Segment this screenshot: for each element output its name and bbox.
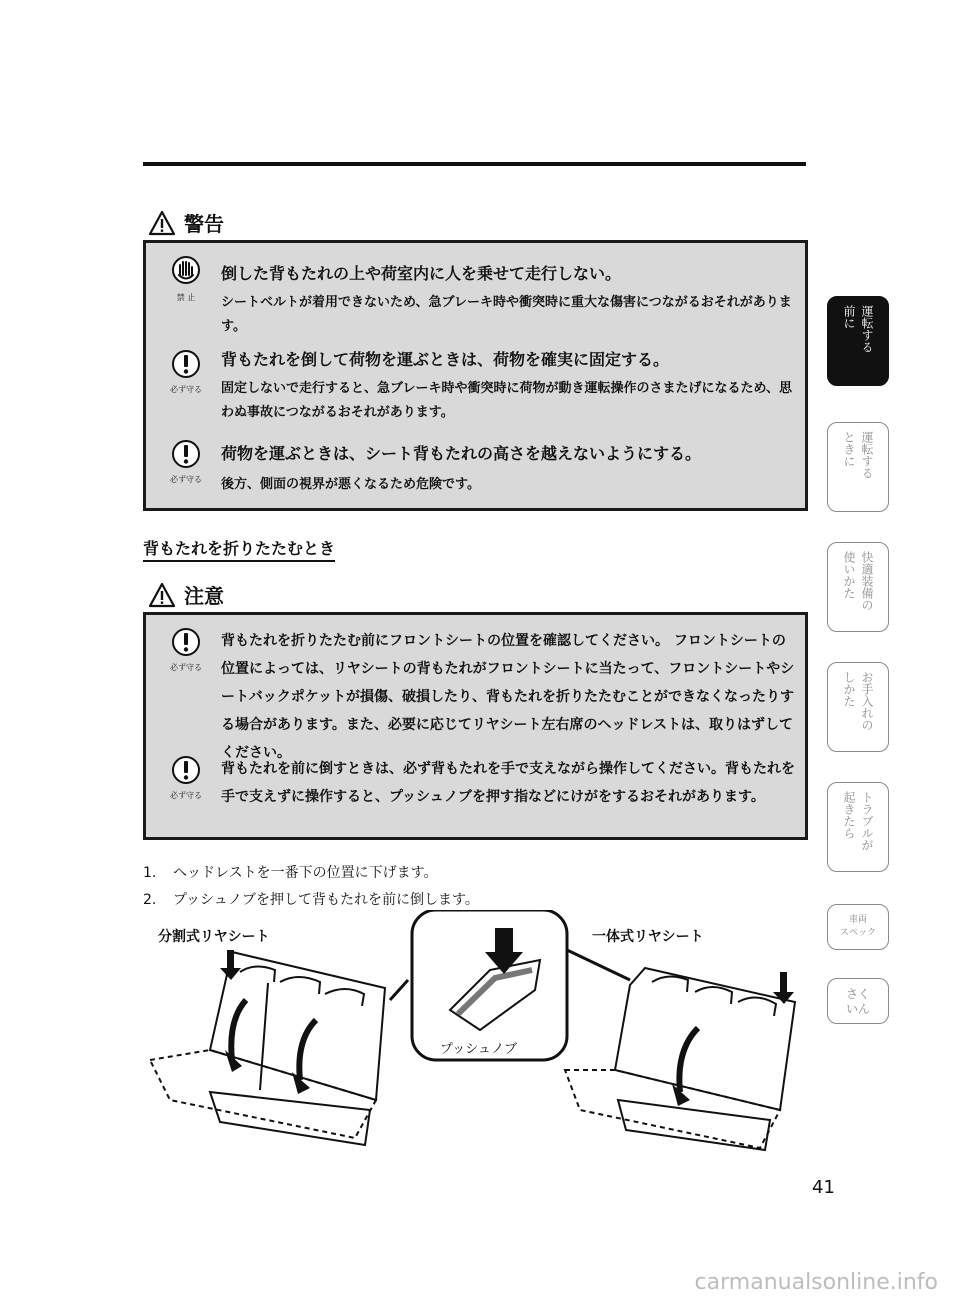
caution-item-body: 背もたれを前に倒すときは、必ず背もたれを手で支えながら操作してください。背もたれを手で支えずに操作すると、プッシュノブを押す指などにけがをするおそれがあります。: [221, 761, 795, 805]
caution-triangle-icon: [148, 582, 176, 608]
tab-comfort-equipment[interactable]: [827, 542, 889, 632]
tab-label: トラブルが: [860, 791, 874, 851]
step-number: 1.: [143, 865, 157, 881]
exclamation-icon: [171, 349, 201, 379]
exclamation-icon: [171, 439, 201, 469]
caution-item-body: 背もたれを折りたたむ前にフロントシートの位置を確認してください。 フロントシートの位置によっては、リヤシートの背もたれがフロントシートに当たって、フロントシートやシートバックポケットが損傷、破損したり、背もたれを折りたたむことができなくなったりする場合があります。また、必要に応じてリヤシート左右席のヘッドレストは、取りはずしてください。: [221, 633, 795, 761]
warning-box: [143, 240, 808, 511]
tab-label: お手入れの: [860, 671, 874, 731]
tab-label: スペック: [839, 928, 876, 938]
headrest: [325, 989, 364, 1006]
headrest: [695, 987, 732, 1004]
step-number: 2.: [143, 892, 157, 908]
tab-label: いん: [845, 1002, 870, 1016]
seat-cushion: [618, 1100, 770, 1150]
tab-before-driving[interactable]: [827, 296, 889, 386]
symbol-caption: 必ず守る: [170, 791, 202, 800]
headrest: [280, 977, 320, 994]
headrest: [652, 976, 688, 992]
seat-split-line: [260, 983, 268, 1090]
step-text: ヘッドレストを一番下の位置に下げます。: [173, 865, 438, 881]
must-follow-symbol: [160, 627, 212, 673]
exclamation-icon: [171, 627, 201, 657]
caution-heading-text: 注意: [184, 584, 224, 608]
tab-label: 運転する: [860, 305, 874, 353]
tab-troubleshooting[interactable]: [827, 782, 889, 872]
tab-label: ときに: [842, 431, 856, 467]
steps-list: [143, 860, 479, 914]
tab-label: 使いかた: [842, 551, 856, 599]
must-follow-symbol: [160, 755, 212, 801]
must-follow-symbol: [160, 439, 212, 485]
section-subheading: 背もたれを折りたたむとき: [143, 536, 335, 562]
down-arrow-icon: [220, 968, 241, 980]
tab-label: 快適装備の: [860, 551, 874, 611]
tab-label: 車両: [848, 915, 867, 925]
fold-arrow-icon: [679, 1028, 698, 1092]
tab-index[interactable]: [827, 978, 889, 1024]
warning-item-title: 倒した背もたれの上や荷室内に人を乗せて走行しない。: [221, 264, 622, 283]
caution-heading: [148, 580, 224, 609]
tab-while-driving[interactable]: [827, 422, 889, 512]
rear-seat-illustration: [140, 910, 820, 1160]
symbol-caption: 必ず守る: [170, 385, 202, 394]
prohibition-symbol: [160, 255, 212, 303]
tab-label: 前に: [842, 305, 856, 329]
tab-label: さく: [845, 987, 870, 1001]
warning-heading-text: 警告: [184, 212, 224, 236]
tab-label: 運転する: [860, 431, 874, 479]
step-item: [143, 860, 479, 887]
page-number: 41: [812, 1177, 835, 1198]
tab-label: 起きたら: [842, 791, 856, 839]
exclamation-icon: [171, 755, 201, 785]
tab-maintenance[interactable]: [827, 662, 889, 752]
symbol-caption: 必ず守る: [170, 663, 202, 672]
tab-specifications[interactable]: [827, 904, 889, 950]
bench-seat-label: 一体式リヤシート: [592, 929, 704, 945]
top-rule: [143, 162, 806, 166]
warning-triangle-icon: [148, 210, 176, 236]
must-follow-symbol: [160, 349, 212, 395]
tab-label: しかた: [842, 671, 856, 707]
symbol-caption: 必ず守る: [170, 475, 202, 484]
warning-item-title: 背もたれを倒して荷物を運ぶときは、荷物を確実に固定する。: [221, 350, 670, 369]
fold-arrow-icon: [231, 1000, 246, 1060]
symbol-caption: 禁 止: [176, 293, 196, 302]
warning-item-body: シートベルトが着用できないため、急ブレーキ時や衝突時に重大な傷害につながるおそれがあります。: [221, 295, 792, 334]
warning-item-body: 後方、側面の視界が悪くなるため危険です。: [221, 477, 480, 492]
warning-heading: [148, 208, 224, 237]
hand-prohibition-icon: [171, 255, 201, 287]
split-seat-label: 分割式リヤシート: [158, 929, 270, 945]
bench-seatback: [615, 968, 795, 1110]
step-text: プッシュノブを押して背もたれを前に倒します。: [173, 892, 479, 908]
warning-item-title: 荷物を運ぶときは、シート背もたれの高さを越えないようにする。: [221, 444, 702, 463]
watermark: carmanualsonline.info: [694, 1270, 938, 1295]
caution-box: [143, 612, 808, 840]
fold-arrow-icon: [299, 1020, 316, 1080]
headrest: [738, 997, 776, 1016]
headrest: [240, 966, 275, 982]
warning-item-body: 固定しないで走行すると、急ブレーキ時や衝突時に荷物が動き運転操作のさまたげになるため、思わぬ事故につながるおそれがあります。: [221, 381, 792, 420]
seat-cushion: [210, 1092, 370, 1145]
push-knob-label: プッシュノブ: [440, 1042, 518, 1057]
